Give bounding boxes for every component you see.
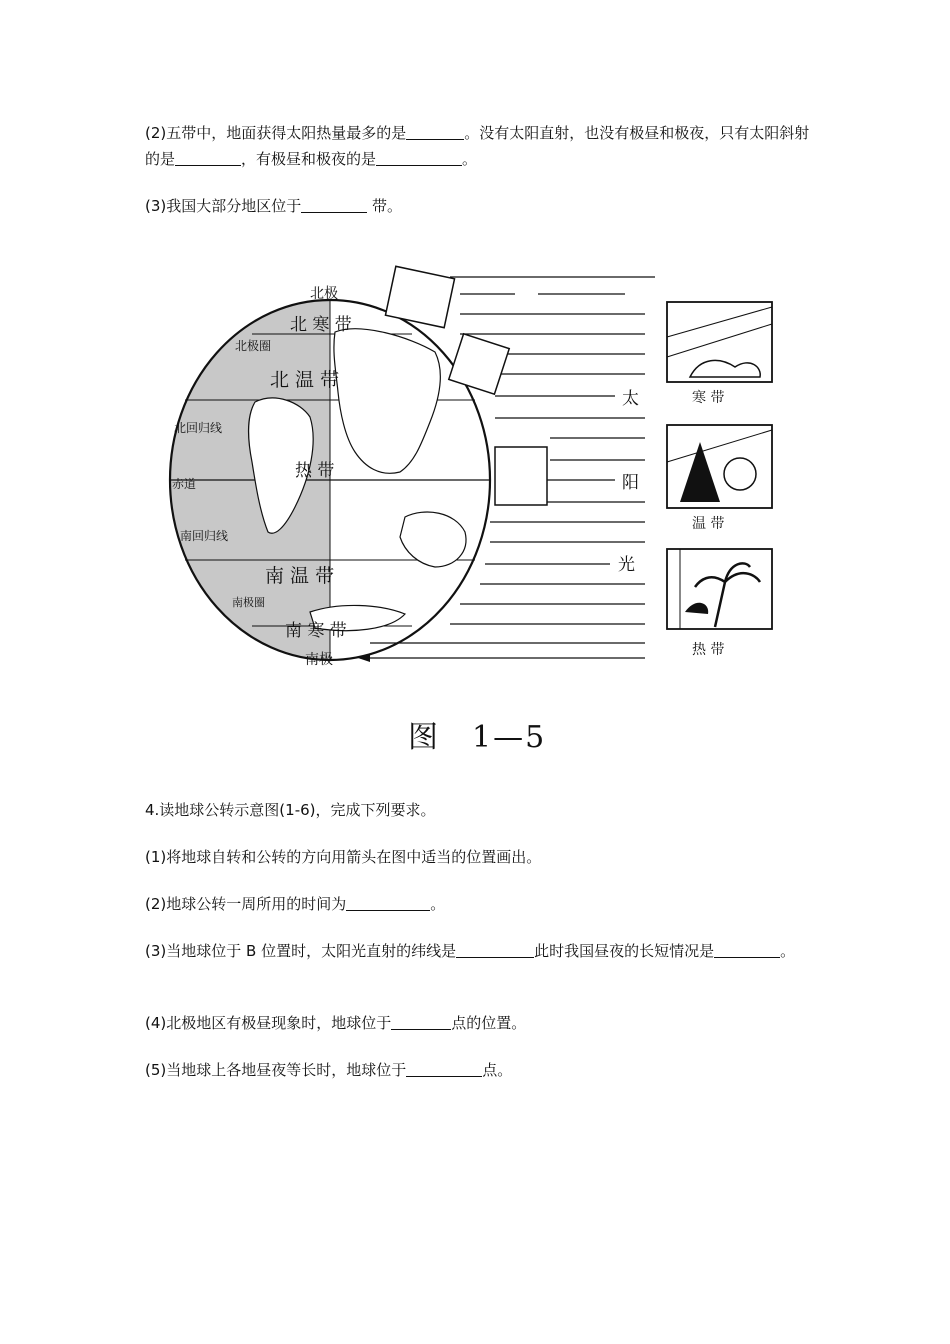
tropical-label: 热 带 (295, 461, 335, 481)
answer-blank[interactable] (406, 1058, 482, 1077)
tropic-of-capricorn-label: 南回归线 (180, 529, 229, 543)
answer-blank[interactable] (391, 1011, 451, 1030)
answer-blank[interactable] (756, 939, 780, 958)
question-4-3: (3)当地球位于 B 位置时，太阳光直射的纬线是 此时我国昼夜的长短情况是 。 (145, 938, 810, 964)
question-4-intro: 4.读地球公转示意图(1-6)，完成下列要求。 (145, 801, 436, 819)
antarctic-circle-label: 南极圈 (232, 596, 265, 609)
equator-label: 赤道 (172, 477, 197, 491)
question-4-2: (2)地球公转一周所用的时间为 。 (145, 891, 810, 917)
answer-blank[interactable] (346, 892, 430, 911)
legend-temperate-label: 温 带 (692, 516, 725, 532)
south-temperate-label: 南 温 带 (265, 565, 335, 587)
north-temperate-label: 北 温 带 (270, 369, 340, 391)
answer-blank[interactable] (376, 147, 462, 166)
sun-label-1: 太 (622, 389, 639, 409)
answer-blank[interactable] (714, 939, 756, 958)
question-4-5: (5)当地球上各地昼夜等长时，地球位于 点。 (145, 1057, 810, 1083)
climate-zones-figure (160, 262, 790, 682)
north-pole-label: 北极 (310, 286, 338, 302)
arctic-circle-label: 北极圈 (235, 339, 272, 353)
answer-blank[interactable] (406, 121, 464, 140)
figure-caption: 图 1—5 (408, 720, 547, 755)
answer-blank[interactable] (175, 147, 241, 166)
answer-blank[interactable] (456, 939, 534, 958)
legend-tropical-label: 热 带 (692, 642, 725, 658)
question-2: (2)五带中，地面获得太阳热量最多的是 。没有太阳直射，也没有极昼和极夜，只有太阳斜射的是 ，有极昼和极夜的是 。 (145, 120, 810, 172)
tropic-of-cancer-label: 北回归线 (174, 421, 223, 435)
question-4-1: (1)将地球自转和公转的方向用箭头在图中适当的位置画出。 (145, 848, 542, 866)
legend-tropical (667, 549, 772, 658)
sun-label-3: 光 (618, 555, 635, 575)
answer-blank[interactable] (301, 194, 367, 213)
legend-temperate (667, 425, 772, 532)
legend-frigid (667, 302, 772, 406)
south-frigid-label: 南 寒 带 (285, 621, 347, 641)
north-frigid-label: 北 寒 带 (290, 315, 352, 335)
south-pole-label: 南极 (305, 652, 333, 668)
question-4-4: (4)北极地区有极昼现象时，地球位于 点的位置。 (145, 1010, 810, 1036)
legend-frigid-label: 寒 带 (692, 390, 725, 406)
question-3: (3)我国大部分地区位于 带。 (145, 193, 810, 219)
sun-label-2: 阳 (622, 473, 639, 493)
